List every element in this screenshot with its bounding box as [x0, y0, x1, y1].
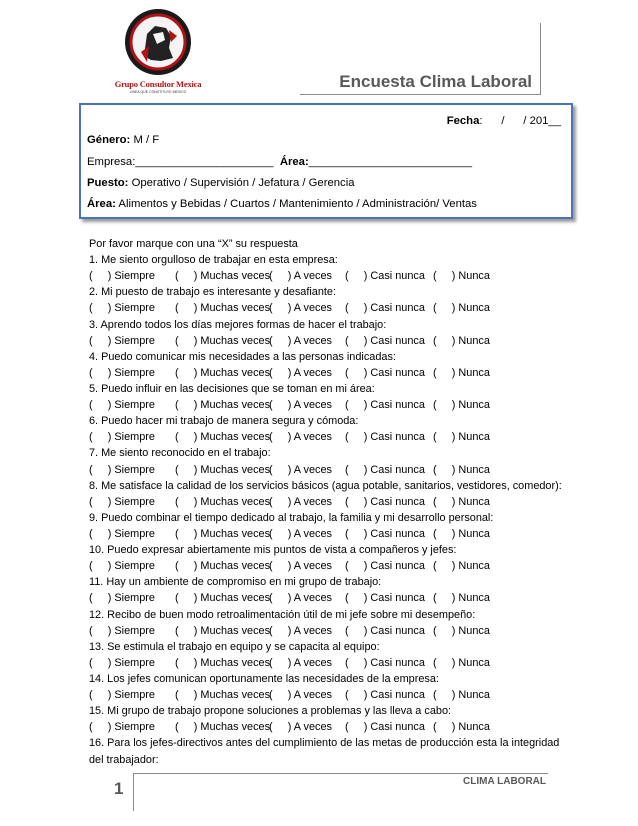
answer-options-11 [89, 590, 559, 606]
option-nunca[interactable]: ( ) Nunca [433, 431, 490, 444]
option-siempre[interactable]: ( ) Siempre [89, 302, 155, 315]
answer-options-5 [89, 397, 559, 413]
option-siempre[interactable]: ( ) Siempre [89, 527, 155, 540]
option-a-veces[interactable]: ( ) A veces [269, 624, 332, 637]
title-rule-vertical [540, 23, 541, 95]
option-a-veces[interactable]: ( ) A veces [269, 495, 332, 508]
question-13: 13. Se estimula el trabajo en equipo y se capacita al equipo: [89, 640, 380, 653]
question-7: 7. Me siento reconocido en el trabajo: [89, 447, 271, 460]
option-nunca[interactable]: ( ) Nunca [433, 689, 490, 702]
answer-options-8 [89, 494, 559, 510]
footer-label: CLIMA LABORAL [463, 776, 546, 787]
fecha-value: : / / 201__ [479, 115, 561, 127]
option-nunca[interactable]: ( ) Nunca [433, 334, 490, 347]
option-muchas-veces[interactable]: ( ) Muchas veces [175, 560, 271, 573]
fecha-label: Fecha [446, 115, 480, 127]
puesto-label: Puesto: [87, 177, 129, 189]
option-muchas-veces[interactable]: ( ) Muchas veces [175, 270, 271, 283]
option-nunca[interactable]: ( ) Nunca [433, 270, 490, 283]
empresa-label: Empresa: [87, 156, 136, 168]
answer-options-15 [89, 719, 559, 735]
option-nunca[interactable]: ( ) Nunca [433, 656, 490, 669]
option-casi-nunca[interactable]: ( ) Casi nunca [345, 463, 425, 476]
empresa-blank[interactable]: ______________________ [135, 156, 280, 168]
question-11: 11. Hay un ambiente de compromiso en mi grupo de trabajo: [89, 576, 382, 589]
answer-options-3 [89, 333, 559, 349]
option-casi-nunca[interactable]: ( ) Casi nunca [345, 592, 425, 605]
title-rule [300, 94, 541, 95]
option-muchas-veces[interactable]: ( ) Muchas veces [175, 495, 271, 508]
option-siempre[interactable]: ( ) Siempre [89, 431, 155, 444]
option-casi-nunca[interactable]: ( ) Casi nunca [345, 560, 425, 573]
option-muchas-veces[interactable]: ( ) Muchas veces [175, 463, 271, 476]
option-nunca[interactable]: ( ) Nunca [433, 721, 490, 734]
option-casi-nunca[interactable]: ( ) Casi nunca [345, 689, 425, 702]
option-siempre[interactable]: ( ) Siempre [89, 463, 155, 476]
option-siempre[interactable]: ( ) Siempre [89, 399, 155, 412]
question-9: 9. Puedo combinar el tiempo dedicado al trabajo, la familia y mi desarrollo personal: [89, 511, 494, 524]
page-number: 1 [114, 779, 124, 798]
option-siempre[interactable]: ( ) Siempre [89, 592, 155, 605]
answer-options-2 [89, 300, 559, 316]
option-casi-nunca[interactable]: ( ) Casi nunca [345, 334, 425, 347]
respondent-info-box [79, 103, 573, 219]
option-muchas-veces[interactable]: ( ) Muchas veces [175, 527, 271, 540]
option-casi-nunca[interactable]: ( ) Casi nunca [345, 495, 425, 508]
option-casi-nunca[interactable]: ( ) Casi nunca [345, 302, 425, 315]
answer-options-6 [89, 429, 559, 445]
option-a-veces[interactable]: ( ) A veces [269, 431, 332, 444]
footer-rule [133, 773, 548, 774]
option-casi-nunca[interactable]: ( ) Casi nunca [345, 270, 425, 283]
option-casi-nunca[interactable]: ( ) Casi nunca [345, 721, 425, 734]
area-field[interactable] [87, 198, 477, 210]
answer-options-4 [89, 365, 559, 381]
option-a-veces[interactable]: ( ) A veces [269, 592, 332, 605]
footer-rule-vertical [133, 773, 134, 811]
option-siempre[interactable]: ( ) Siempre [89, 656, 155, 669]
option-nunca[interactable]: ( ) Nunca [433, 366, 490, 379]
option-casi-nunca[interactable]: ( ) Casi nunca [345, 399, 425, 412]
question-16-line2: del trabajador: [89, 753, 159, 766]
option-siempre[interactable]: ( ) Siempre [89, 366, 155, 379]
option-muchas-veces[interactable]: ( ) Muchas veces [175, 592, 271, 605]
option-a-veces[interactable]: ( ) A veces [269, 560, 332, 573]
option-a-veces[interactable]: ( ) A veces [269, 302, 332, 315]
answer-options-9 [89, 526, 559, 542]
answer-options-13 [89, 655, 559, 671]
option-siempre[interactable]: ( ) Siempre [89, 495, 155, 508]
empresa-area-row [87, 156, 472, 168]
survey-intro: Por favor marque con una “X” su respuesta [89, 238, 298, 250]
genero-label: Género: [87, 134, 131, 146]
answer-options-14 [89, 687, 559, 703]
question-15: 15. Mi grupo de trabajo propone soluciones a problemas y las lleva a cabo: [89, 705, 452, 718]
logo-emblem-icon [111, 6, 205, 78]
area-inline-blank[interactable]: __________________________ [308, 156, 473, 168]
area-value: Alimentos y Bebidas / Cuartos / Mantenimiento / Administración/ Ventas [115, 198, 477, 210]
option-muchas-veces[interactable]: ( ) Muchas veces [175, 721, 271, 734]
puesto-field[interactable] [87, 177, 355, 189]
option-muchas-veces[interactable]: ( ) Muchas veces [175, 399, 271, 412]
option-a-veces[interactable]: ( ) A veces [269, 270, 332, 283]
question-14: 14. Los jefes comunican oportunamente las necesidades de la empresa: [89, 672, 439, 685]
question-4: 4. Puedo comunicar mis necesidades a las personas indicadas: [89, 350, 396, 363]
option-nunca[interactable]: ( ) Nunca [433, 463, 490, 476]
option-muchas-veces[interactable]: ( ) Muchas veces [175, 656, 271, 669]
option-nunca[interactable]: ( ) Nunca [433, 527, 490, 540]
option-a-veces[interactable]: ( ) A veces [269, 334, 332, 347]
option-muchas-veces[interactable]: ( ) Muchas veces [175, 624, 271, 637]
question-8: 8. Me satisface la calidad de los servicios básicos (agua potable, sanitarios, vestidores, comedor): [89, 479, 562, 492]
genero-field[interactable] [87, 134, 159, 146]
option-nunca[interactable]: ( ) Nunca [433, 495, 490, 508]
option-siempre[interactable]: ( ) Siempre [89, 721, 155, 734]
option-casi-nunca[interactable]: ( ) Casi nunca [345, 624, 425, 637]
option-muchas-veces[interactable]: ( ) Muchas veces [175, 302, 271, 315]
question-5: 5. Puedo influir en las decisiones que se toman en mi área: [89, 382, 375, 395]
question-6: 6. Puedo hacer mi trabajo de manera segura y cómoda: [89, 415, 359, 428]
option-a-veces[interactable]: ( ) A veces [269, 463, 332, 476]
survey-body [89, 236, 562, 768]
option-siempre[interactable]: ( ) Siempre [89, 560, 155, 573]
question-12: 12. Recibo de buen modo retroalimentación útil de mi jefe sobre mi desempeño: [89, 608, 476, 621]
option-muchas-veces[interactable]: ( ) Muchas veces [175, 334, 271, 347]
option-casi-nunca[interactable]: ( ) Casi nunca [345, 527, 425, 540]
puesto-value: Operativo / Supervisión / Jefatura / Gerencia [128, 177, 355, 189]
logo-company-name: Grupo Consultor Mexica [114, 79, 202, 89]
company-logo [111, 6, 205, 92]
option-siempre[interactable]: ( ) Siempre [89, 334, 155, 347]
genero-value: M / F [130, 134, 160, 146]
question-16-line1: 16. Para los jefes-directivos antes del cumplimiento de las metas de producción esta la integridad [89, 737, 560, 750]
option-a-veces[interactable]: ( ) A veces [269, 689, 332, 702]
option-nunca[interactable]: ( ) Nunca [433, 624, 490, 637]
question-1: 1. Me siento orgulloso de trabajar en esta empresa: [89, 254, 338, 267]
option-a-veces[interactable]: ( ) A veces [269, 399, 332, 412]
logo-tagline: LINEA QUE CONSTITUYE MEXICO [129, 90, 187, 94]
option-casi-nunca[interactable]: ( ) Casi nunca [345, 366, 425, 379]
option-a-veces[interactable]: ( ) A veces [269, 527, 332, 540]
option-a-veces[interactable]: ( ) A veces [269, 656, 332, 669]
option-muchas-veces[interactable]: ( ) Muchas veces [175, 366, 271, 379]
area-label: Área: [87, 198, 116, 210]
question-list [89, 252, 562, 735]
answer-options-1 [89, 268, 559, 284]
option-siempre[interactable]: ( ) Siempre [89, 270, 155, 283]
question-10: 10. Puedo expresar abiertamente mis puntos de vista a compañeros y jefes: [89, 544, 457, 557]
option-a-veces[interactable]: ( ) A veces [269, 721, 332, 734]
option-a-veces[interactable]: ( ) A veces [269, 366, 332, 379]
option-casi-nunca[interactable]: ( ) Casi nunca [345, 656, 425, 669]
answer-options-12 [89, 623, 559, 639]
document-title: Encuesta Clima Laboral [339, 72, 532, 91]
option-nunca[interactable]: ( ) Nunca [433, 560, 490, 573]
area-inline-label: Área: [279, 156, 309, 168]
option-siempre[interactable]: ( ) Siempre [89, 624, 155, 637]
option-siempre[interactable]: ( ) Siempre [89, 689, 155, 702]
option-muchas-veces[interactable]: ( ) Muchas veces [175, 689, 271, 702]
fecha-field[interactable] [447, 115, 561, 127]
option-nunca[interactable]: ( ) Nunca [433, 592, 490, 605]
option-nunca[interactable]: ( ) Nunca [433, 399, 490, 412]
option-muchas-veces[interactable]: ( ) Muchas veces [175, 431, 271, 444]
question-3: 3. Aprendo todos los días mejores formas de hacer el trabajo: [89, 318, 387, 331]
option-casi-nunca[interactable]: ( ) Casi nunca [345, 431, 425, 444]
option-nunca[interactable]: ( ) Nunca [433, 302, 490, 315]
question-2: 2. Mi puesto de trabajo es interesante y desafiante: [89, 286, 337, 299]
answer-options-10 [89, 558, 559, 574]
answer-options-7 [89, 462, 559, 478]
